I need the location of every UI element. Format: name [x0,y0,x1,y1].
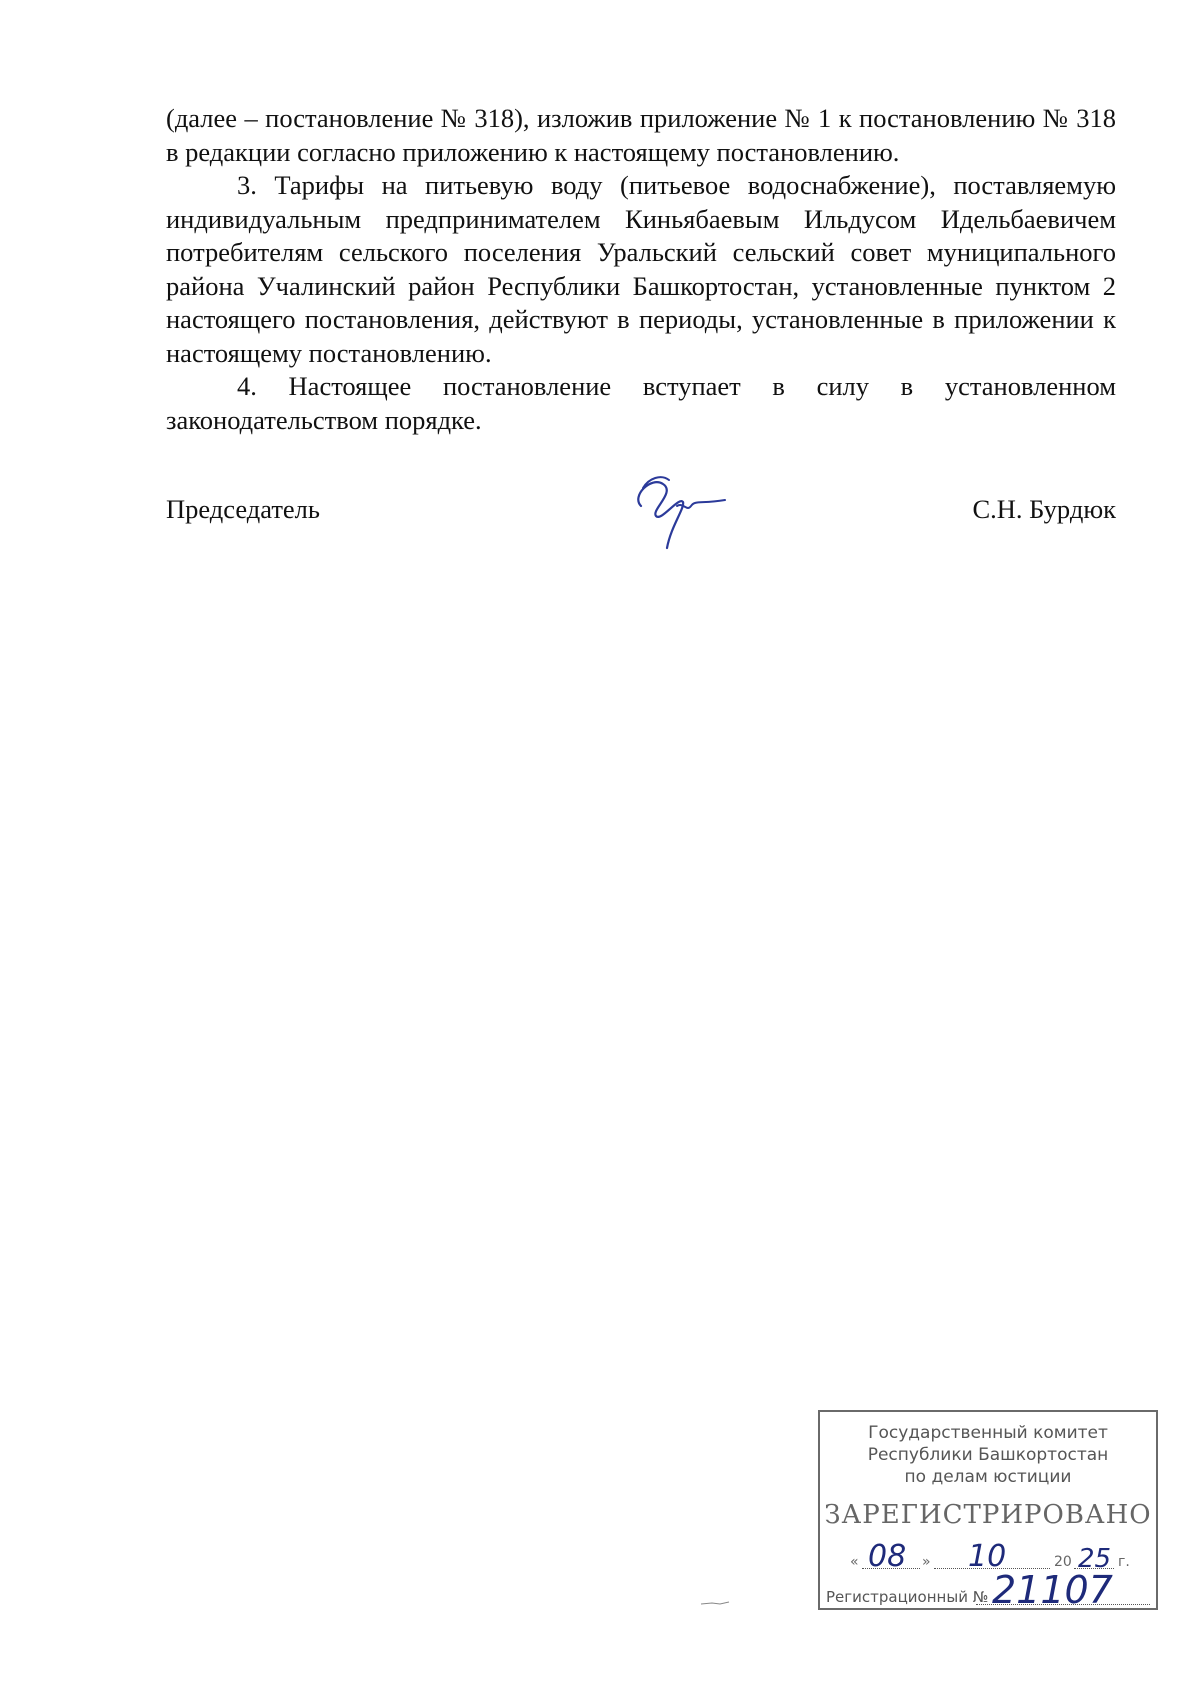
stamp-org-line: по делам юстиции [904,1467,1072,1487]
stamp-number-row [826,1568,1150,1612]
stamp-org-line: Государственный комитет [868,1423,1108,1443]
stamp-org-line: Республики Башкортостан [867,1445,1109,1465]
paragraph-4: 4. Настоящее постановление вступает в силу в установленном законодательством порядке. [166,371,1116,435]
paragraph-continuation: (далее – постановление № 318), изложив приложение № 1 к постановлению № 318 в редакции согласно приложению к настоящему постановлению. [166,103,1116,167]
stamp-reg-label: Регистрационный № [826,1588,989,1606]
signatory-name: С.Н. Бурдюк [972,494,1116,524]
handwritten-signature [621,466,731,556]
stamp-year: 25 [1078,1544,1112,1574]
stamp-reg-number: 21107 [992,1568,1113,1612]
stamp-year-prefix: 20 [1054,1554,1072,1570]
registration-stamp [818,1410,1158,1610]
stamp-quote-open: « [850,1554,859,1570]
stamp-quote-close: » [922,1554,931,1570]
stamp-day: 08 [868,1539,907,1574]
stamp-month: 10 [968,1539,1007,1574]
signatory-title: Председатель [166,494,320,524]
paragraph-3: 3. Тарифы на питьевую воду (питьевое водоснабжение), поставляемую индивидуальным предпринимателем Киньябаевым Ильдусом Идельбаевичем потребителям сельского поселения Уральский сельский совет муниципального района Учалинский район Республики Башкортостан, установленные пунктом 2 настоящего постановления, действуют в периоды, установленные в приложении к настоящему постановлению. [166,170,1116,368]
stamp-registered-label: ЗАРЕГИСТРИРОВАНО [824,1500,1152,1530]
scan-artifact-mark [700,1600,730,1606]
signature-block [166,494,1116,554]
document-body [166,102,1116,437]
stamp-year-mark: г. [1118,1554,1130,1570]
